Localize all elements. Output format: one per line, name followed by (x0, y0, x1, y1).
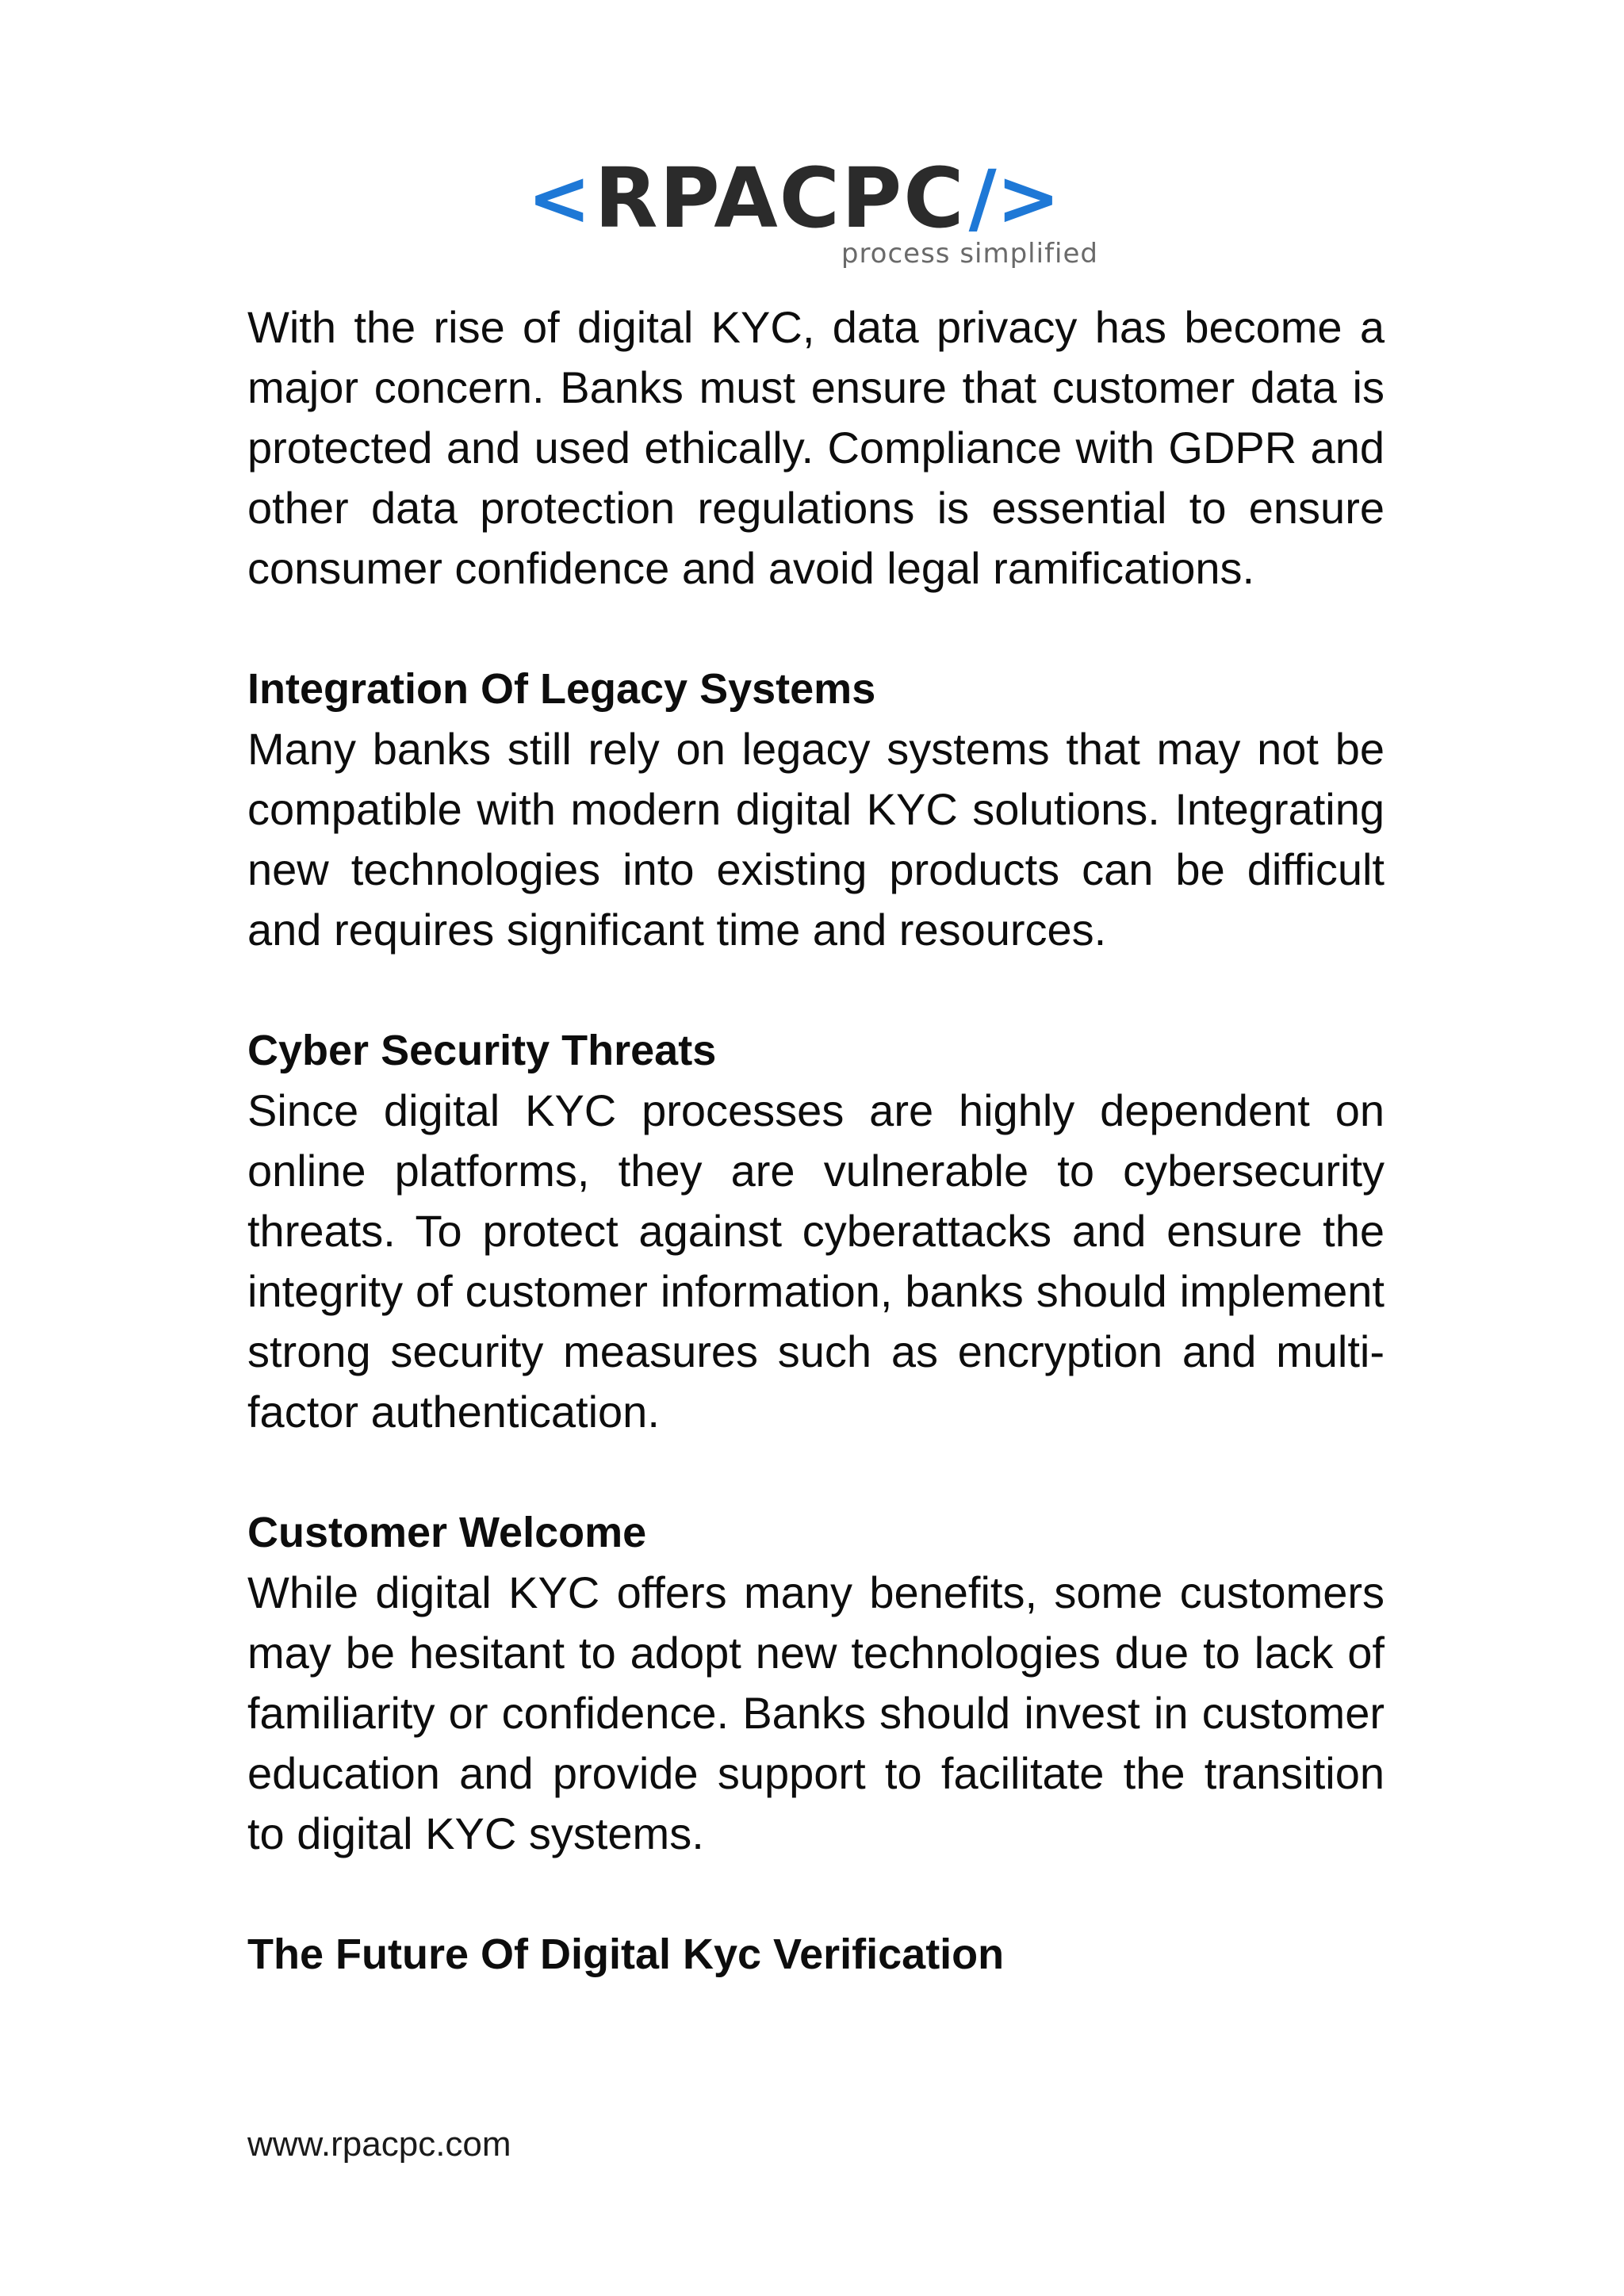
logo-tagline: process simplified (841, 238, 1098, 270)
section-heading-legacy: Integration Of Legacy Systems (247, 665, 876, 713)
logo-right-bracket: > (996, 154, 1061, 243)
section-heading-cyber: Cyber Security Threats (247, 1027, 717, 1074)
document-content (247, 297, 1385, 1984)
logo-slash: / (968, 154, 997, 243)
logo (527, 150, 1114, 277)
section-body-cyber: Since digital KYC processes are highly dependent on online platforms, they are vulnerable to cybersecurity threats. To protect against cyberattacks and ensure the integrity of customer information, banks should implement strong security measures such as encryption and multi-factor authentication. (247, 1085, 1385, 1437)
intro-paragraph: With the rise of digital KYC, data privacy has become a major concern. Banks must ensure that customer data is protected and used ethically. Compliance with GDPR and other data protection regulations is essential to ensure consumer confidence and avoid legal ramifications. (247, 302, 1385, 593)
final-heading: The Future Of Digital Kyc Verification (247, 1931, 1005, 1978)
section-heading-customer: Customer Welcome (247, 1509, 647, 1556)
logo-wordmark: RPACPC (594, 150, 966, 247)
footer-url: www.rpacpc.com (247, 2125, 511, 2164)
logo-left-bracket: < (527, 154, 592, 243)
logo-mark (527, 150, 1061, 247)
section-body-customer: While digital KYC offers many benefits, some customers may be hesitant to adopt new technologies due to lack of familiarity or confidence. Banks should invest in customer education and provide support to facilitate the transition to digital KYC systems. (247, 1567, 1385, 1858)
section-body-legacy: Many banks still rely on legacy systems that may not be compatible with modern digital KYC solutions. Integrating new technologies into existing products can be difficult and requires significant time and resources. (247, 724, 1385, 955)
